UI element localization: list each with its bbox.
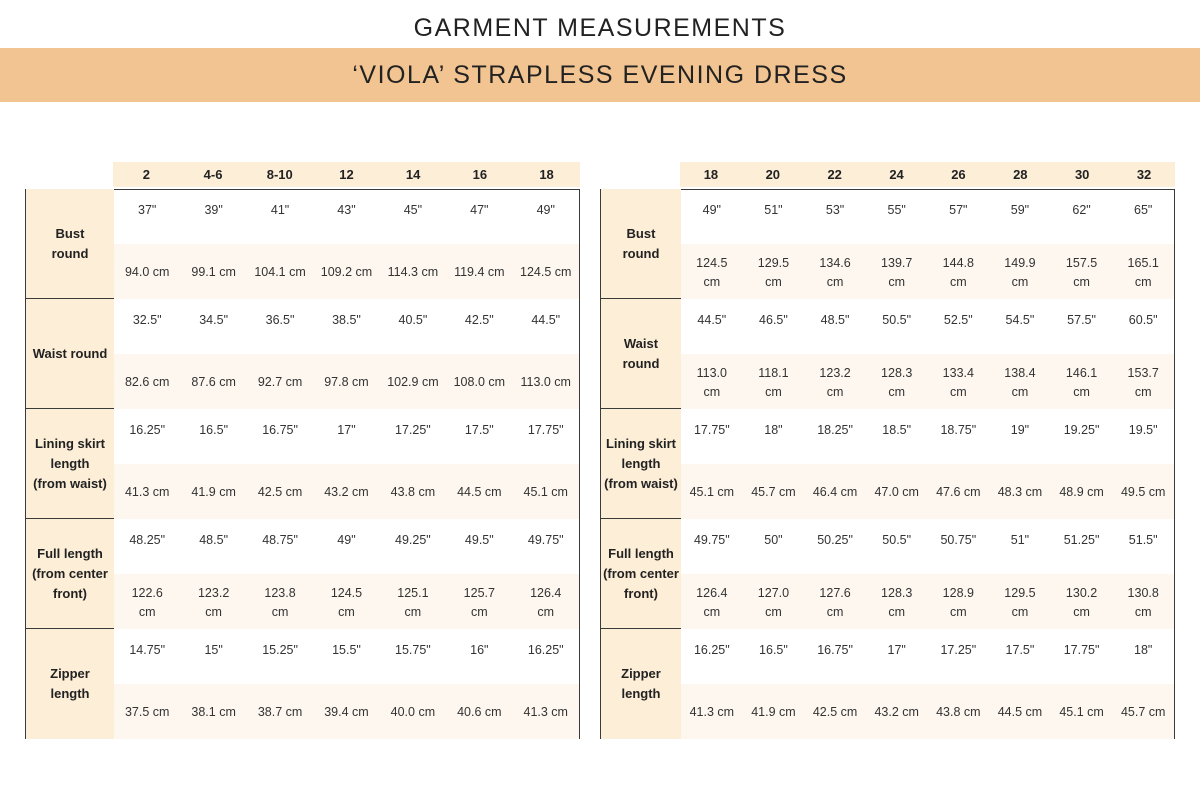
cm-value: 122.6 cm: [131, 585, 163, 619]
inch-value: 17.75": [693, 423, 730, 437]
cm-value: 157.5 cm: [1065, 255, 1098, 289]
cm-value: 118.1 cm: [758, 365, 789, 399]
row-label: Bust round: [26, 189, 114, 298]
size-header-32: 32: [1136, 167, 1152, 182]
inch-value: 15": [204, 643, 223, 657]
row-label: Lining skirt length (from waist): [26, 409, 114, 518]
cm-value: 45.7 cm: [1120, 705, 1166, 719]
inch-value: 50": [764, 533, 783, 547]
inch-value: 44.5": [531, 313, 561, 327]
cm-value: 126.4 cm: [530, 585, 562, 619]
cm-value: 38.7 cm: [257, 705, 303, 719]
inch-value: 41": [270, 203, 290, 217]
cm-value: 125.7 cm: [463, 585, 495, 619]
cm-value: 128.9 cm: [942, 585, 974, 619]
inch-value: 57": [949, 203, 968, 217]
size-header-30: 30: [1074, 167, 1090, 182]
cm-value: 124.5 cm: [520, 265, 572, 279]
measurement-group: [601, 409, 1174, 519]
measurement-group: [26, 409, 579, 519]
inch-value: 19.5": [1128, 423, 1158, 437]
cm-value: 138.4 cm: [1004, 365, 1036, 399]
inch-value: 14.75": [129, 643, 166, 657]
size-header-18: 18: [539, 167, 554, 182]
row-label: Waist round: [601, 299, 681, 408]
cm-row: [114, 574, 579, 629]
cm-value: 129.5 cm: [757, 255, 790, 289]
cm-value: 49.5 cm: [1120, 485, 1166, 499]
cm-value: 41.3 cm: [124, 485, 170, 499]
size-header-8-10: 8-10: [266, 167, 293, 182]
cm-value: 123.2 cm: [819, 365, 851, 399]
inch-value: 18.5": [882, 423, 912, 437]
cm-value: 127.0 cm: [757, 585, 790, 619]
measurement-body: [25, 189, 580, 739]
cm-row: [114, 464, 579, 519]
cm-value: 45.1 cm: [523, 485, 568, 499]
cm-row: [114, 354, 579, 409]
inch-row: [681, 299, 1174, 354]
inch-value: 16": [470, 643, 489, 657]
cm-value: 133.4 cm: [942, 365, 974, 399]
cm-value: 38.1 cm: [191, 705, 236, 719]
inch-value: 18.25": [817, 423, 853, 437]
inch-value: 50.5": [882, 533, 912, 547]
size-header-2: 2: [142, 167, 150, 182]
measurement-body: [600, 189, 1175, 739]
cm-value: 129.5 cm: [1004, 585, 1036, 619]
size-header-14: 14: [405, 167, 421, 182]
inch-value: 16.25": [129, 423, 166, 437]
cm-value: 40.6 cm: [457, 705, 502, 719]
cm-value: 144.8 cm: [942, 255, 974, 289]
cm-value: 146.1 cm: [1065, 365, 1098, 399]
inch-value: 17.5": [1005, 643, 1035, 657]
size-header-28: 28: [1013, 167, 1028, 182]
row-label: Zipper length: [26, 629, 114, 739]
inch-value: 48.25": [129, 533, 166, 547]
row-label: Lining skirt length (from waist): [601, 409, 681, 518]
cm-value: 87.6 cm: [191, 375, 236, 389]
inch-value: 16.75": [817, 643, 853, 657]
cm-row: [114, 684, 579, 739]
size-header-16: 16: [472, 167, 488, 182]
cm-value: 39.4 cm: [324, 705, 369, 719]
cm-row: [681, 464, 1174, 519]
cm-value: 119.4 cm: [454, 265, 505, 279]
inch-value: 48.75": [262, 533, 298, 547]
measurement-group: [601, 189, 1174, 299]
inch-row: [114, 409, 579, 464]
inch-value: 44.5": [697, 313, 727, 327]
cm-value: 41.3 cm: [689, 705, 735, 719]
size-header-row: [680, 162, 1175, 187]
inch-value: 37": [138, 203, 157, 217]
cm-value: 125.1 cm: [397, 585, 429, 619]
inch-value: 18": [764, 423, 783, 437]
size-header-26: 26: [951, 167, 966, 182]
cm-value: 37.5 cm: [124, 705, 170, 719]
cm-row: [681, 684, 1174, 739]
inch-value: 39": [204, 203, 223, 217]
inch-value: 43": [337, 203, 356, 217]
cm-value: 43.2 cm: [874, 705, 919, 719]
inch-row: [114, 299, 579, 354]
inch-value: 15.25": [262, 643, 298, 657]
cm-value: 126.4 cm: [696, 585, 728, 619]
cm-value: 40.0 cm: [390, 705, 436, 719]
inch-value: 17.75": [527, 423, 564, 437]
cm-value: 165.1 cm: [1127, 255, 1159, 289]
cm-value: 123.2 cm: [197, 585, 230, 619]
size-header-12: 12: [339, 167, 354, 182]
inch-value: 19.25": [1063, 423, 1100, 437]
cm-value: 134.6 cm: [819, 255, 851, 289]
cm-value: 46.4 cm: [812, 485, 858, 499]
cm-row: [681, 244, 1174, 299]
inch-value: 48.5": [820, 313, 850, 327]
cm-value: 44.5 cm: [997, 705, 1043, 719]
cm-value: 139.7 cm: [881, 255, 913, 289]
page-title: GARMENT MEASUREMENTS: [413, 14, 787, 42]
inch-value: 54.5": [1005, 313, 1035, 327]
cm-value: 42.5 cm: [812, 705, 858, 719]
row-label: Full length (from center front): [601, 519, 681, 628]
cm-value: 82.6 cm: [124, 375, 170, 389]
cm-value: 47.6 cm: [936, 485, 981, 499]
inch-value: 38.5": [332, 313, 361, 327]
measurement-group: [26, 299, 579, 409]
inch-value: 60.5": [1128, 313, 1158, 327]
inch-value: 50.25": [817, 533, 853, 547]
cm-value: 102.9 cm: [387, 375, 439, 389]
inch-value: 17.25": [940, 643, 977, 657]
inch-value: 62": [1072, 203, 1091, 217]
size-header-22: 22: [827, 167, 842, 182]
inch-value: 17.5": [464, 423, 494, 437]
row-label: Waist round: [26, 299, 114, 408]
inch-value: 49.75": [693, 533, 730, 547]
measurement-group: [601, 299, 1174, 409]
inch-value: 65": [1134, 203, 1153, 217]
inch-row: [681, 409, 1174, 464]
inch-value: 17": [887, 643, 906, 657]
cm-value: 94.0 cm: [124, 265, 170, 279]
inch-value: 46.5": [759, 313, 788, 327]
cm-value: 124.5 cm: [330, 585, 363, 619]
inch-value: 57.5": [1067, 313, 1096, 327]
cm-value: 127.6 cm: [819, 585, 851, 619]
inch-value: 36.5": [265, 313, 295, 327]
inch-value: 45": [403, 203, 423, 217]
inch-value: 49.5": [464, 533, 494, 547]
cm-value: 41.9 cm: [751, 705, 796, 719]
inch-value: 53": [825, 203, 845, 217]
cm-value: 128.3 cm: [881, 365, 913, 399]
inch-value: 49": [702, 203, 721, 217]
cm-value: 108.0 cm: [453, 375, 506, 389]
inch-row: [114, 189, 579, 244]
cm-value: 44.5 cm: [457, 485, 502, 499]
measurement-group: [26, 189, 579, 299]
cm-value: 104.1 cm: [254, 265, 306, 279]
row-label: Zipper length: [601, 629, 681, 739]
inch-value: 47": [470, 203, 489, 217]
cm-row: [114, 244, 579, 299]
cm-value: 124.5 cm: [696, 255, 728, 289]
cm-value: 114.3 cm: [387, 265, 439, 279]
inch-value: 59": [1010, 203, 1030, 217]
product-banner: ‘VIOLA’ STRAPLESS EVENING DRESS: [0, 48, 1200, 102]
inch-value: 52.5": [943, 313, 973, 327]
inch-value: 17.75": [1063, 643, 1100, 657]
cm-value: 48.3 cm: [997, 485, 1043, 499]
inch-value: 50.5": [882, 313, 912, 327]
inch-value: 15.75": [395, 643, 431, 657]
cm-value: 113.0 cm: [696, 365, 727, 399]
inch-value: 19": [1010, 423, 1030, 437]
cm-value: 153.7 cm: [1127, 365, 1159, 399]
measurement-group: [26, 519, 579, 629]
size-header-18: 18: [703, 167, 719, 182]
cm-value: 123.8 cm: [264, 585, 296, 619]
measurement-group: [601, 629, 1174, 739]
inch-value: 49": [536, 203, 555, 217]
cm-value: 109.2 cm: [320, 265, 373, 279]
size-header-4-6: 4-6: [203, 167, 223, 182]
inch-value: 32.5": [132, 313, 162, 327]
inch-value: 49.25": [395, 533, 431, 547]
cm-value: 43.8 cm: [390, 485, 436, 499]
cm-value: 42.5 cm: [257, 485, 303, 499]
cm-value: 128.3 cm: [881, 585, 913, 619]
cm-value: 45.1 cm: [689, 485, 735, 499]
inch-value: 42.5": [464, 313, 494, 327]
inch-value: 17.25": [395, 423, 431, 437]
inch-value: 16.25": [693, 643, 730, 657]
inch-row: [681, 629, 1174, 684]
row-label: Bust round: [601, 189, 681, 298]
inch-row: [114, 629, 579, 684]
cm-value: 45.7 cm: [751, 485, 796, 499]
inch-value: 49.75": [527, 533, 564, 547]
inch-value: 50.75": [940, 533, 977, 547]
cm-value: 45.1 cm: [1059, 705, 1104, 719]
size-header-row: [113, 162, 580, 187]
size-header-20: 20: [765, 167, 781, 182]
cm-value: 97.8 cm: [324, 375, 369, 389]
inch-value: 16.5": [759, 643, 788, 657]
cm-value: 130.8 cm: [1127, 585, 1159, 619]
inch-value: 15.5": [332, 643, 361, 657]
inch-value: 16.5": [199, 423, 229, 437]
inch-value: 49": [337, 533, 356, 547]
cm-row: [681, 354, 1174, 409]
inch-value: 55": [887, 203, 906, 217]
inch-value: 17": [337, 423, 356, 437]
cm-value: 43.8 cm: [936, 705, 981, 719]
cm-value: 47.0 cm: [874, 485, 919, 499]
inch-value: 51.5": [1128, 533, 1158, 547]
cm-value: 41.9 cm: [191, 485, 236, 499]
cm-row: [681, 574, 1174, 629]
inch-row: [681, 189, 1174, 244]
row-label: Full length (from center front): [26, 519, 114, 628]
inch-value: 48.5": [199, 533, 229, 547]
cm-value: 113.0 cm: [520, 375, 571, 389]
cm-value: 92.7 cm: [257, 375, 303, 389]
inch-row: [681, 519, 1174, 574]
inch-value: 34.5": [199, 313, 229, 327]
inch-value: 40.5": [398, 313, 428, 327]
cm-value: 99.1 cm: [191, 265, 236, 279]
inch-value: 51": [1010, 533, 1030, 547]
inch-value: 18": [1134, 643, 1153, 657]
cm-value: 130.2 cm: [1065, 585, 1098, 619]
measurement-group: [26, 629, 579, 739]
inch-value: 16.75": [262, 423, 298, 437]
measurement-group: [601, 519, 1174, 629]
inch-value: 16.25": [527, 643, 564, 657]
inch-value: 18.75": [940, 423, 977, 437]
cm-value: 41.3 cm: [523, 705, 568, 719]
inch-value: 51.25": [1063, 533, 1100, 547]
inch-row: [114, 519, 579, 574]
inch-value: 51": [764, 203, 783, 217]
cm-value: 43.2 cm: [324, 485, 369, 499]
cm-value: 149.9 cm: [1004, 255, 1036, 289]
cm-value: 48.9 cm: [1059, 485, 1104, 499]
size-header-24: 24: [889, 167, 904, 182]
